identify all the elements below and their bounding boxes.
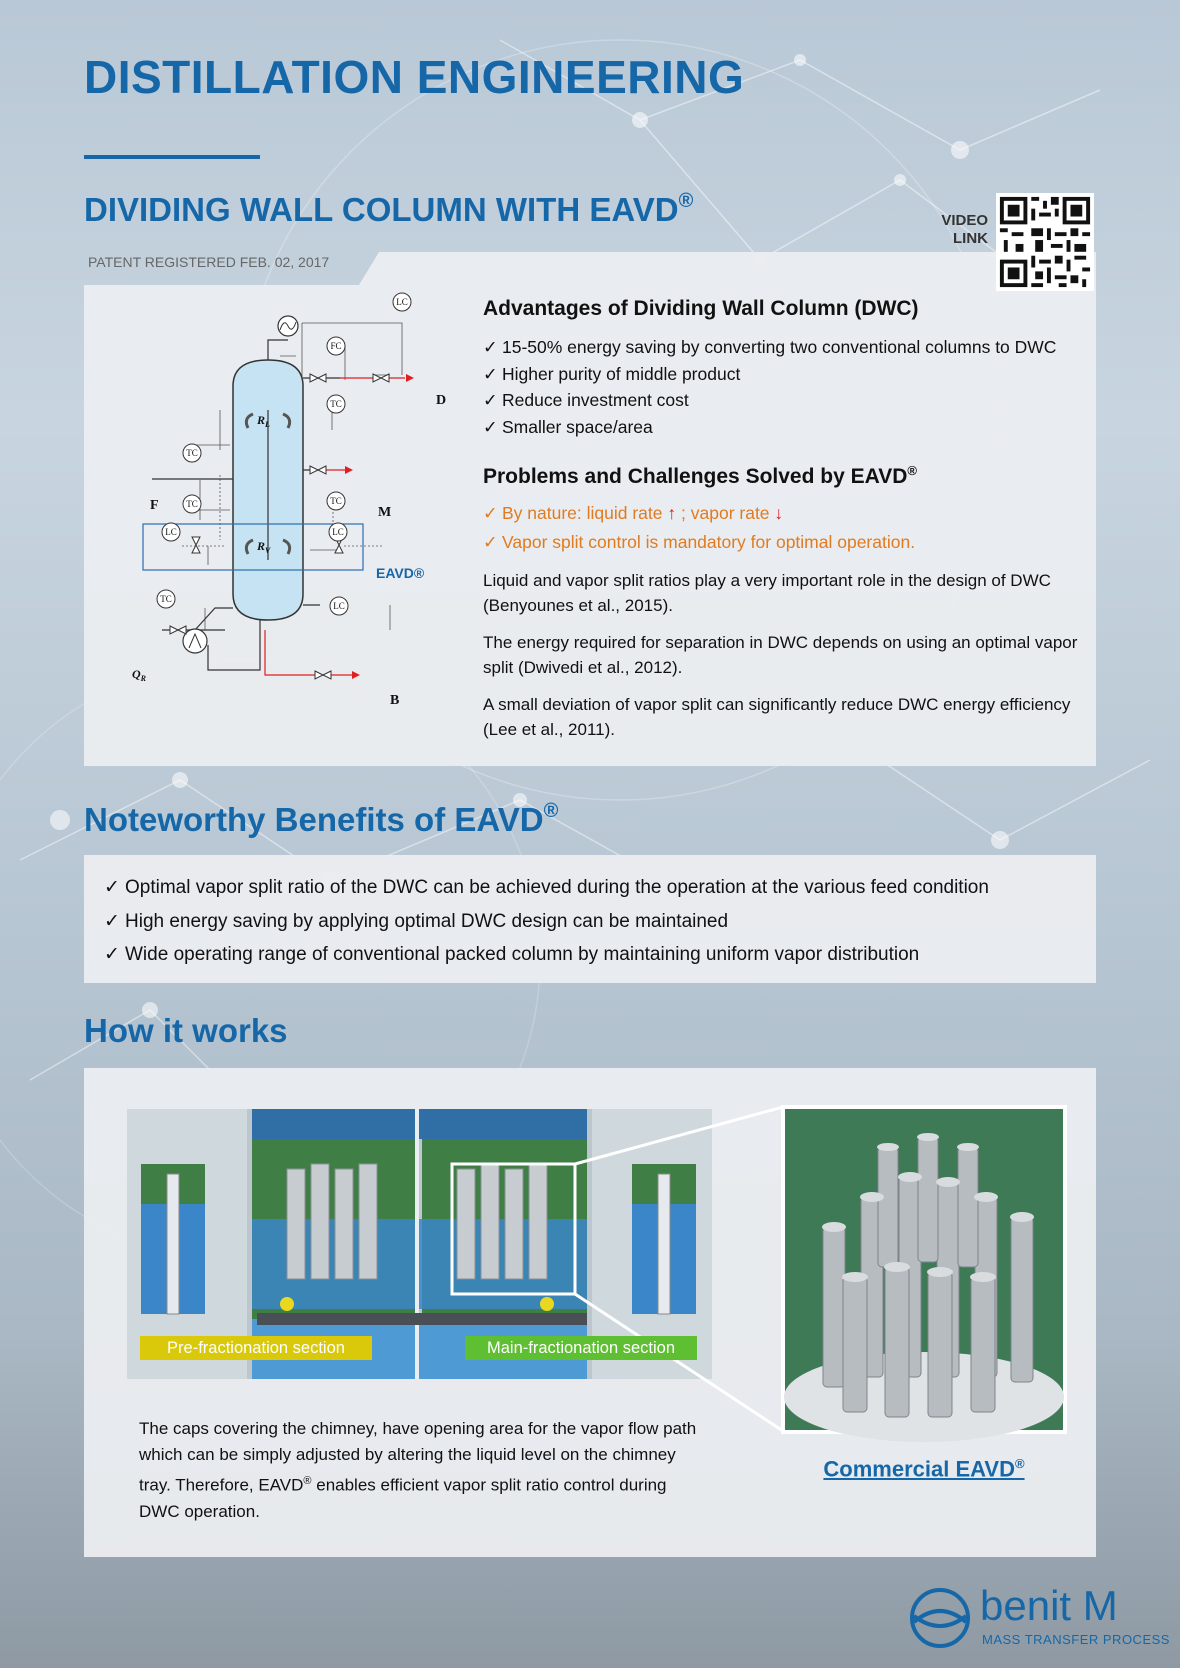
rl-subscript: L <box>265 420 270 429</box>
registered-mark: ® <box>303 1475 312 1487</box>
check-icon: ✓ <box>483 363 498 384</box>
advantage-text: 15-50% energy saving by converting two conventional columns to DWC <box>502 337 1057 357</box>
advantages-heading: Advantages of Dividing Wall Column (DWC) <box>483 297 919 320</box>
paragraph: The energy required for separation in DWC depends on using an optimal vapor split (Dwivedi et al., 2012). <box>483 633 1078 677</box>
page-subtitle <box>84 190 693 229</box>
tc-left1-tag: TC <box>186 448 198 458</box>
check-icon: ✓ <box>483 337 498 357</box>
rv-symbol: R <box>257 539 266 553</box>
advantage-text: Smaller space/area <box>502 416 653 437</box>
arrow-up-icon: ↑ <box>667 503 677 523</box>
main-fractionation-label: Main-fractionation section <box>465 1336 697 1360</box>
qr-code-icon[interactable] <box>996 193 1094 291</box>
check-icon: ✓ <box>104 910 120 932</box>
benefit-text: Optimal vapor split ratio of the DWC can be achieved during the operation at the various feed condition <box>125 877 989 898</box>
list-item <box>483 361 1056 388</box>
problem-text: By nature: liquid rate <box>502 503 663 523</box>
list-item <box>483 499 915 528</box>
list-item <box>104 938 989 972</box>
video-link-label[interactable] <box>930 212 988 248</box>
title-divider <box>84 155 260 159</box>
how-description-b: enables efficient vapor split ratio control during DWC operation. <box>139 1475 667 1521</box>
problems-heading <box>483 463 917 489</box>
benefit-text: High energy saving by applying optimal DWC design can be maintained <box>125 910 729 932</box>
video-link-line1: VIDEO <box>941 212 988 229</box>
rl-symbol: R <box>257 413 266 427</box>
rv-subscript: V <box>265 546 271 555</box>
problem-text: Vapor split control is mandatory for optimal operation. <box>502 532 916 552</box>
how-description <box>139 1416 699 1525</box>
advantage-text: Higher purity of middle product <box>502 363 741 384</box>
registered-mark: ® <box>1014 1456 1025 1471</box>
page-subtitle-text: DIVIDING WALL COLUMN WITH EAVD <box>84 191 679 228</box>
arrow-down-icon: ↓ <box>774 503 784 523</box>
benefits-heading <box>84 800 558 839</box>
logo-name: benit M <box>980 1582 1118 1629</box>
benit-logo-icon <box>908 1586 976 1648</box>
check-icon: ✓ <box>483 390 498 410</box>
logo-tagline: MASS TRANSFER PROCESS <box>982 1632 1170 1647</box>
page-title: DISTILLATION ENGINEERING <box>84 51 745 103</box>
list-item <box>483 414 1056 441</box>
how-heading: How it works <box>84 1012 288 1049</box>
lc-bottom-tag: LC <box>333 601 345 611</box>
problems-heading-text: Problems and Challenges Solved by EAVD <box>483 465 908 488</box>
commercial-eavd-text: Commercial EAVD <box>823 1456 1015 1482</box>
check-icon: ✓ <box>104 877 120 898</box>
commercial-eavd-photo <box>783 1107 1065 1432</box>
tc-right2-tag: TC <box>330 496 342 506</box>
advantage-text: Reduce investment cost <box>502 390 689 410</box>
fc-tag: FC <box>330 341 342 351</box>
dwc-process-diagram <box>132 297 460 730</box>
patent-note: PATENT REGISTERED FEB. 02, 2017 <box>88 254 330 270</box>
lc-right-tag: LC <box>332 527 344 537</box>
check-icon: ✓ <box>483 503 498 523</box>
registered-mark: ® <box>543 800 559 822</box>
list-item <box>104 905 989 939</box>
qr-label <box>132 667 147 683</box>
registered-mark: ® <box>907 463 917 478</box>
benefits-heading-text: Noteworthy Benefits of EAVD <box>84 801 544 838</box>
stream-b-label: B <box>390 693 400 708</box>
tc-left2-tag: TC <box>186 499 198 509</box>
qr-subscript: R <box>140 674 147 683</box>
commercial-eavd-link[interactable] <box>783 1456 1065 1482</box>
tc-upper-tag: TC <box>330 399 342 409</box>
how-description-a: The caps covering the chimney, have opening area for the vapor flow path which can be simply adjusted by altering the liquid level on the chimney tray. Therefore, EAVD <box>139 1419 697 1495</box>
problem-text-b: ; vapor rate <box>681 503 770 523</box>
benefit-text: Wide operating range of conventional packed column by maintaining uniform vapor distribution <box>125 944 920 965</box>
list-item <box>483 387 1056 414</box>
pre-fractionation-label: Pre-fractionation section <box>140 1336 372 1360</box>
stream-f-label: F <box>150 498 159 513</box>
list-item <box>483 528 915 557</box>
eavd-diagram-label: EAVD® <box>376 565 425 581</box>
tc-bottom-tag: TC <box>160 594 172 604</box>
paragraph: Liquid and vapor split ratios play a very important role in the design of DWC (Benyounes et al., 2015). <box>483 571 1051 615</box>
stream-d-label: D <box>436 393 447 408</box>
paragraph: A small deviation of vapor split can significantly reduce DWC energy efficiency (Lee et al., 2011). <box>483 695 1071 739</box>
lc-top-tag: LC <box>396 297 408 307</box>
lc-left-tag: LC <box>165 527 177 537</box>
benefits-list <box>104 871 989 972</box>
advantages-list <box>483 334 1056 440</box>
registered-mark: ® <box>678 190 694 212</box>
problems-list <box>483 499 915 557</box>
video-link-line2: LINK <box>953 230 988 247</box>
stream-m-label: M <box>378 505 392 520</box>
qr-symbol: Q <box>132 667 141 681</box>
check-icon: ✓ <box>104 944 120 965</box>
check-icon: ✓ <box>483 532 498 552</box>
list-item <box>483 334 1056 361</box>
benit-logo <box>908 1582 1170 1658</box>
list-item <box>104 871 989 905</box>
reboiler-icon <box>183 629 207 653</box>
check-icon: ✓ <box>483 416 498 437</box>
